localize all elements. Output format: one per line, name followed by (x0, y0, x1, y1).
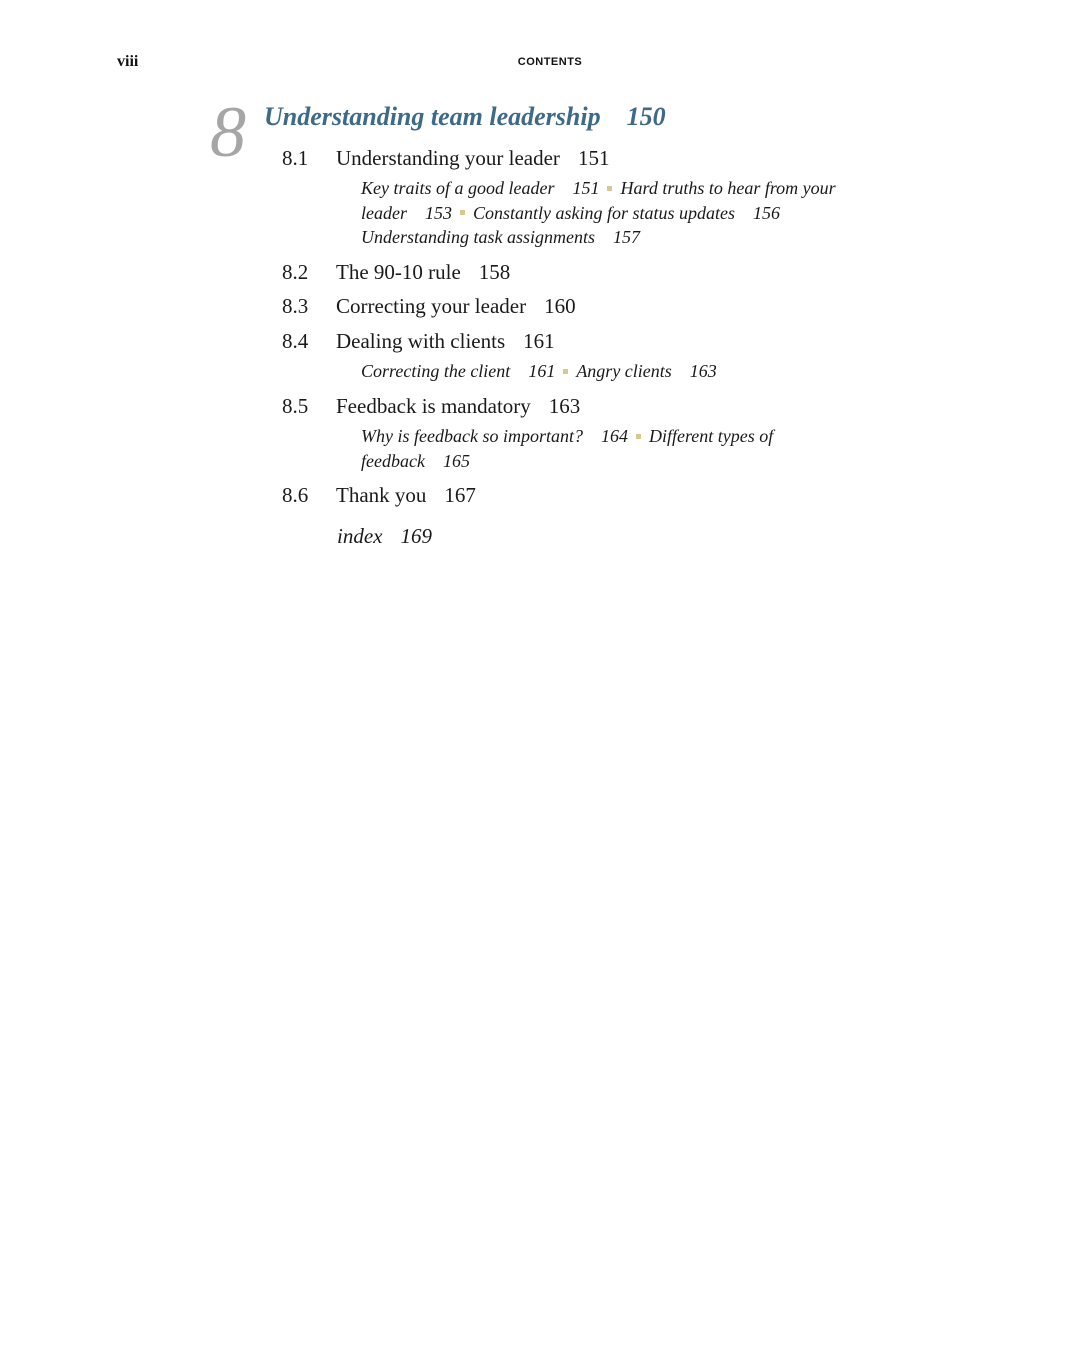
section-title: Correcting your leader (336, 294, 527, 318)
toc-section-8-6[interactable] (282, 481, 476, 509)
chapter-title-text: Understanding team leadership (264, 102, 601, 131)
page-number: viii (117, 53, 139, 70)
subsection-title: Constantly asking for status updates (472, 202, 735, 223)
subsection-page: 157 (613, 227, 640, 247)
section-number: 8.2 (282, 260, 309, 284)
toc-section-8-4[interactable] (282, 327, 555, 355)
subsection-title: Angry clients (576, 361, 672, 381)
subsection-entry[interactable] (576, 361, 716, 381)
subsection-entry[interactable] (361, 361, 555, 381)
section-page: 167 (444, 483, 476, 507)
section-page: 158 (478, 260, 511, 284)
chapter-page: 150 (626, 102, 666, 131)
toc-index[interactable] (337, 522, 432, 550)
subsections-8-1 (361, 176, 901, 250)
section-title: Feedback is mandatory (336, 394, 531, 418)
section-title: Thank you (336, 483, 427, 507)
section-page: 160 (544, 294, 576, 318)
subsection-page: 151 (572, 178, 600, 198)
subsection-entry[interactable] (473, 203, 780, 223)
bullet-separator (460, 210, 465, 215)
subsection-title: Key traits of a good leader (361, 178, 555, 198)
section-title: Understanding your leader (336, 146, 560, 170)
subsection-page: 164 (600, 426, 628, 446)
subsection-entry[interactable] (361, 227, 640, 247)
section-number: 8.3 (282, 294, 309, 318)
subsections-8-5 (361, 424, 821, 473)
subsections-8-4 (361, 359, 901, 384)
subsection-page: 163 (689, 361, 717, 381)
toc-section-8-3[interactable] (282, 292, 576, 320)
subsection-title: Why is feedback so important? (361, 426, 583, 446)
chapter-number: 8 (210, 92, 246, 172)
bullet-separator (563, 369, 568, 374)
chapter-title[interactable] (264, 100, 666, 134)
section-number: 8.6 (282, 483, 309, 507)
subsection-title: Hard truths to hear from your leader (361, 178, 836, 223)
subsection-title: Different types of feedback (361, 426, 774, 471)
section-page: 161 (523, 329, 555, 353)
section-page: 163 (548, 394, 581, 418)
subsection-page: 153 (424, 202, 452, 223)
subsection-page: 156 (753, 202, 780, 223)
subsection-title: Correcting the client (361, 361, 511, 381)
bullet-separator (636, 434, 641, 439)
index-page: 169 (400, 524, 432, 548)
subsection-title: Understanding task assignments (361, 227, 595, 247)
subsection-entry[interactable] (361, 178, 599, 198)
toc-section-8-1[interactable] (282, 144, 609, 172)
section-number: 8.4 (282, 329, 309, 353)
subsection-page: 165 (442, 450, 470, 471)
section-number: 8.1 (282, 146, 309, 170)
section-title: Dealing with clients (336, 329, 506, 353)
subsection-page: 161 (528, 361, 556, 381)
index-label: index (337, 524, 383, 548)
running-head: CONTENTS (517, 56, 583, 68)
section-page: 151 (577, 146, 610, 170)
toc-section-8-2[interactable] (282, 258, 510, 286)
bullet-separator (607, 186, 612, 191)
subsection-entry[interactable] (361, 426, 628, 446)
section-title: The 90-10 rule (336, 260, 461, 284)
toc-section-8-5[interactable] (282, 392, 580, 420)
section-number: 8.5 (282, 394, 309, 418)
